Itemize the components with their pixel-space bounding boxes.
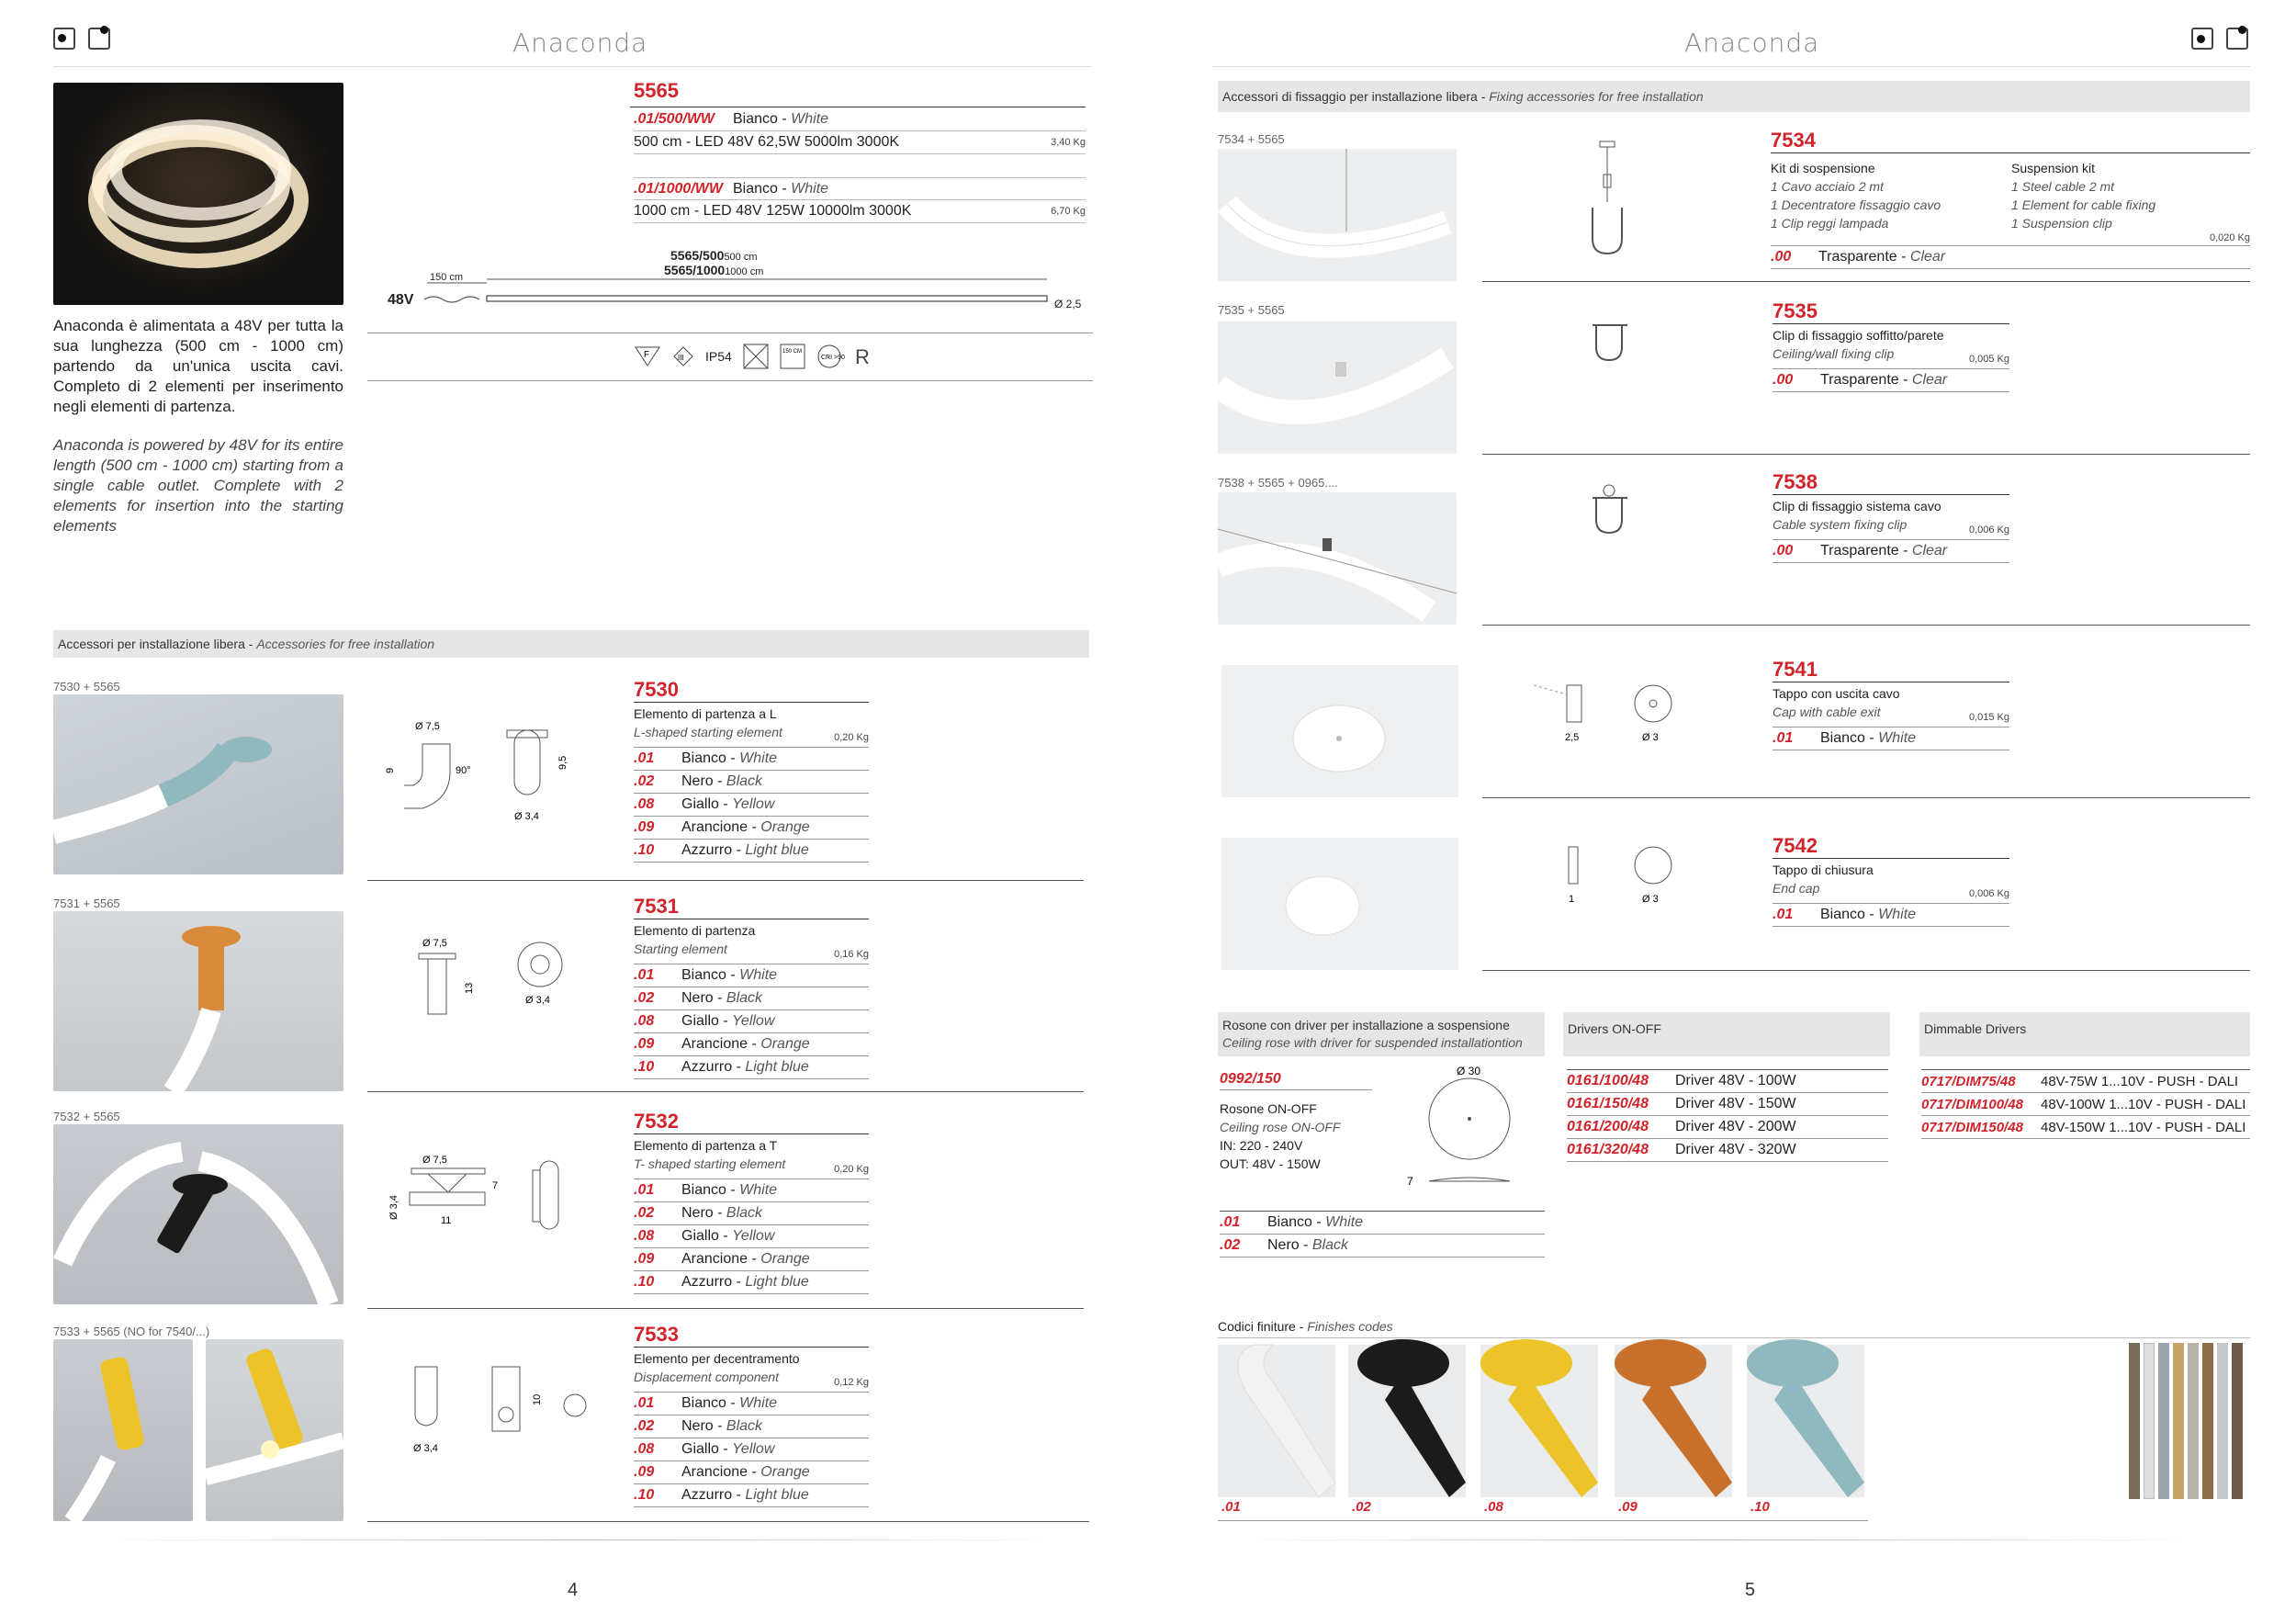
page-title: Anaconda: [512, 28, 648, 58]
rosone-name: Rosone ON-OFF: [1220, 1101, 1317, 1116]
item-code: 7538: [1773, 470, 1818, 493]
drawing-voltage: 48V: [388, 292, 414, 308]
svg-text:Ø 7,5: Ø 7,5: [415, 721, 440, 732]
item-7535: 7535 Clip di fissaggio soffitto/parete Ceiling/wall fixing clip 0,005 Kg .00 Trasparente - Clear: [1773, 299, 2009, 392]
finish-swatch-08: [1480, 1345, 1598, 1497]
swatch-code: .02: [1352, 1499, 1371, 1515]
strip-drawing: [367, 246, 1093, 320]
svg-text:Ø 3,4: Ø 3,4: [388, 1195, 400, 1220]
finish-it: Nero: [681, 773, 714, 789]
item-name-en: End cap: [1773, 881, 1820, 896]
finish-en: Black: [1311, 1237, 1349, 1253]
row-separator: [1482, 625, 2250, 626]
finish-en: White: [739, 1182, 778, 1198]
drawing-rosone: [1396, 1062, 1552, 1200]
svg-text:10: 10: [532, 1393, 543, 1405]
finish-code: .08: [634, 796, 655, 812]
finish-it: Nero: [681, 1418, 714, 1434]
product-photo-coil: [53, 83, 343, 305]
finish-it: Bianco: [681, 967, 726, 983]
driver-code: 0161/200/48: [1567, 1119, 1649, 1134]
drawing-len-1000: 1000 cm: [725, 266, 764, 277]
finish-code: .01: [1773, 730, 1794, 746]
row-separator: [367, 1308, 1084, 1309]
finish-en: White: [791, 111, 829, 127]
item-name-en: Cap with cable exit: [1773, 705, 1881, 719]
finish-it: Azzurro: [681, 1059, 733, 1075]
drawing-7530: [386, 716, 588, 827]
photo-caption: 7533 + 5565 (NO for 7540/...): [53, 1325, 210, 1338]
finish-code: .02: [1220, 1237, 1241, 1253]
svg-text:R: R: [854, 345, 870, 368]
drivers-dim-title: Dimmable Drivers: [1924, 1021, 2027, 1036]
finish-en: White: [1325, 1214, 1364, 1230]
photo-7535: [1218, 321, 1457, 454]
driver-desc: 48V-150W 1...10V - PUSH - DALI: [2041, 1119, 2246, 1135]
finish-it: Nero: [681, 990, 714, 1006]
accessory-7531: 7531 Elemento di partenza Starting element 0,16 Kg .01 Bianco - White .02 Nero - Black .08 Giallo - Yellow .09 Arancione - Orange .10 Azzurro - Light blue: [634, 895, 869, 1079]
drawing-7531: [404, 928, 588, 1029]
finish-code: .01: [634, 967, 655, 983]
item-line-en: 1 Steel cable 2 mt: [2011, 179, 2115, 194]
rosone-header-en: Ceiling rose with driver for suspended installationtion: [1222, 1035, 1523, 1050]
item-weight: 0,020 Kg: [1771, 232, 2250, 246]
finish-swatch-01: [1218, 1345, 1335, 1497]
accessory-name-en: Starting element: [634, 942, 727, 956]
finish-en: Yellow: [732, 1228, 775, 1244]
finish-code: .08: [634, 1228, 655, 1244]
accessory-weight: 0,20 Kg: [834, 732, 869, 743]
footer-rule: [92, 1539, 1065, 1540]
drawing-code-1000: 5565/1000: [664, 263, 726, 277]
finish-code: .09: [634, 1036, 655, 1052]
svg-text:90°: 90°: [456, 765, 471, 776]
row-separator: [1482, 454, 2250, 455]
rosone-code: 0992/150: [1220, 1071, 1372, 1090]
finish-it: Bianco: [1267, 1214, 1312, 1230]
item-line-en: 1 Element for cable fixing: [2011, 197, 2156, 212]
drawing-7534: [1580, 138, 1635, 266]
svg-text:Ø 3: Ø 3: [1642, 732, 1659, 743]
item-name-en: Cable system fixing clip: [1773, 517, 1908, 532]
finish-code: .10: [634, 842, 655, 858]
finish-it: Bianco: [733, 111, 778, 127]
photo-7530: [53, 694, 343, 874]
rosone-output: OUT: 48V - 150W: [1220, 1156, 1321, 1171]
finish-en: Clear: [1909, 249, 1946, 265]
finish-code: .09: [634, 819, 655, 835]
finish-code: .00: [1773, 543, 1794, 558]
finish-en: Orange: [760, 1036, 810, 1052]
finish-code: .02: [634, 1205, 655, 1221]
photo-7542: [1221, 838, 1458, 970]
driver-desc: Driver 48V - 200W: [1675, 1119, 1796, 1134]
drawing-cable-length: 150 cm: [430, 272, 464, 283]
item-line-en: 1 Suspension clip: [2011, 216, 2112, 231]
drivers-dim-header: [1919, 1012, 2250, 1056]
item-code: 7534: [1771, 129, 1816, 152]
svg-text:7: 7: [492, 1180, 499, 1191]
svg-text:9: 9: [385, 767, 396, 773]
accessory-name: Elemento per decentramento: [634, 1351, 800, 1366]
drawing-7533: [377, 1358, 597, 1459]
finish-it: Bianco: [1820, 730, 1865, 746]
finish-it: Bianco: [681, 1182, 726, 1198]
finish-it: Nero: [681, 1205, 714, 1221]
finish-it: Giallo: [681, 796, 719, 812]
rosone-info: [1220, 1071, 1372, 1173]
row-separator: [367, 880, 1084, 881]
finishes-title-en: Finishes codes: [1307, 1319, 1393, 1334]
row-separator: [367, 1521, 1089, 1522]
finish-en: Clear: [1911, 372, 1948, 388]
accessory-weight: 0,20 Kg: [834, 1164, 869, 1175]
svg-text:Ø 3,4: Ø 3,4: [514, 811, 539, 822]
finish-en: Yellow: [732, 1441, 775, 1457]
finish-it: Bianco: [681, 1395, 726, 1411]
finish-en: Light blue: [745, 1059, 809, 1075]
photo-caption: 7534 + 5565: [1218, 132, 1285, 146]
photo-7532: [53, 1124, 343, 1304]
rosone-header: [1218, 1012, 1545, 1056]
finish-it: Bianco: [1820, 907, 1865, 922]
finish-en: White: [1878, 730, 1917, 746]
finish-en: White: [791, 180, 829, 197]
accessory-name-en: T- shaped starting element: [634, 1156, 786, 1171]
finish-en: Orange: [760, 819, 810, 835]
finish-code: .00: [1773, 372, 1794, 388]
accessory-code: 7532: [634, 1110, 679, 1133]
item-code: 7542: [1773, 834, 1818, 857]
accessory-weight: 0,12 Kg: [834, 1377, 869, 1388]
swatch-code: .09: [1618, 1499, 1638, 1515]
svg-text:Ø 3: Ø 3: [1642, 894, 1659, 905]
finish-en: Light blue: [745, 1274, 809, 1290]
finish-code: .09: [634, 1464, 655, 1480]
drawing-7541: [1525, 671, 1708, 753]
page-number: 5: [1745, 1580, 1756, 1600]
item-name-en: Suspension kit: [2011, 161, 2096, 175]
rosone-name-en: Ceiling rose ON-OFF: [1220, 1120, 1341, 1134]
description-en: Anaconda is powered by 48V for its entire length (500 cm - 1000 cm) starting from a single cable outlet. Complete with 2 elements for insertion into the starting elements: [53, 436, 343, 535]
driver-code: 0161/320/48: [1567, 1142, 1649, 1157]
finish-it: Arancione: [681, 819, 748, 835]
section-title-en: Accessories for free installation: [256, 637, 435, 651]
finish-swatch-02: [1348, 1345, 1466, 1497]
finish-en: White: [739, 967, 778, 983]
class-iii-icon: [672, 345, 694, 367]
clip-icon: [1587, 320, 1633, 366]
page-title: Anaconda: [1684, 28, 1820, 58]
svg-text:Ø 7,5: Ø 7,5: [422, 1155, 447, 1166]
finish-en: Yellow: [732, 796, 775, 812]
finish-code: .10: [634, 1487, 655, 1503]
driver-code: 0717/DIM100/48: [1921, 1096, 2023, 1112]
drivers-onoff-title: Drivers ON-OFF: [1568, 1021, 1661, 1036]
finish-it: Trasparente: [1818, 249, 1897, 265]
accessory-name: Elemento di partenza a L: [634, 706, 777, 721]
finish-code: .02: [634, 990, 655, 1006]
finish-it: Arancione: [681, 1464, 748, 1480]
finishes-sample-photo: [2129, 1343, 2248, 1499]
finish-it: Giallo: [681, 1441, 719, 1457]
header-square-icon: [88, 28, 110, 50]
drawing-7532: [386, 1148, 588, 1258]
accessory-name-en: L-shaped starting element: [634, 725, 782, 739]
drivers-onoff-header: [1563, 1012, 1890, 1056]
variant-spec: 1000 cm - LED 48V 125W 10000lm 3000K: [634, 203, 912, 219]
section-title-it: Accessori per installazione libera: [58, 637, 245, 651]
driver-code: 0161/150/48: [1567, 1096, 1649, 1111]
finish-en: White: [1878, 907, 1917, 922]
photo-7533-b: [206, 1339, 343, 1521]
finish-code: .01: [1773, 907, 1794, 922]
photo-7533-a: [53, 1339, 193, 1521]
item-weight: 0,006 Kg: [1968, 888, 2009, 899]
accessory-code: 7530: [634, 678, 679, 701]
finish-code: .01: [634, 1395, 655, 1411]
item-name: Tappo di chiusura: [1773, 863, 1874, 877]
svg-text:F: F: [644, 350, 650, 360]
finish-en: White: [739, 1395, 778, 1411]
swatch-code: .08: [1484, 1499, 1503, 1515]
variant-weight: 3,40 Kg: [1051, 137, 1086, 148]
photo-caption: 7531 + 5565: [53, 897, 120, 910]
finish-it: Bianco: [733, 180, 778, 197]
finish-en: Black: [726, 1418, 763, 1434]
no-cover-icon: [743, 344, 769, 369]
svg-text:Ø 30: Ø 30: [1457, 1065, 1481, 1077]
finish-code: .00: [1771, 249, 1792, 265]
accessory-7532: 7532 Elemento di partenza a T T- shaped starting element 0,20 Kg .01 Bianco - White .02 Nero - Black .08 Giallo - Yellow .09 Arancione - Orange .10 Azzurro - Light blue: [634, 1110, 869, 1294]
finish-en: Black: [726, 990, 763, 1006]
photo-7534: [1218, 149, 1457, 281]
rosone-header-it: Rosone con driver per installazione a sospensione: [1222, 1018, 1510, 1032]
finish-code: .09: [634, 1251, 655, 1267]
svg-text:Ø 3,4: Ø 3,4: [413, 1443, 438, 1454]
finish-en: Orange: [760, 1464, 810, 1480]
drawing-code-500: 5565/500: [670, 248, 725, 263]
accessory-code: 7531: [634, 895, 679, 918]
item-7538: 7538 Clip di fissaggio sistema cavo Cable system fixing clip 0,006 Kg .00 Trasparente - Clear: [1773, 470, 2009, 563]
item-name: Tappo con uscita cavo: [1773, 686, 1900, 701]
cri-icon: [816, 344, 845, 369]
variant-weight: 6,70 Kg: [1051, 206, 1086, 217]
swatch-code: .10: [1750, 1499, 1770, 1515]
photo-caption: 7532 + 5565: [53, 1110, 120, 1123]
finish-en: Black: [726, 773, 763, 789]
row-separator: [1482, 281, 2250, 282]
item-line-it: 1 Decentratore fissaggio cavo: [1771, 197, 1941, 212]
finish-it: Trasparente: [1820, 543, 1899, 558]
rosone-finishes: .01 Bianco - White .02 Nero - Black: [1220, 1211, 1545, 1257]
accessory-weight: 0,16 Kg: [834, 949, 869, 960]
finish-it: Nero: [1267, 1237, 1300, 1253]
finish-en: Clear: [1911, 543, 1948, 558]
finish-en: Light blue: [745, 842, 809, 858]
finish-it: Azzurro: [681, 1487, 733, 1503]
finish-code: .02: [634, 773, 655, 789]
section-title-it: Accessori di fissaggio per installazione libera -: [1222, 89, 1486, 104]
finish-swatch-09: [1615, 1345, 1732, 1497]
item-weight: 0,005 Kg: [1968, 354, 2009, 365]
svg-text:150 CM: 150 CM: [782, 349, 802, 355]
item-code: 7541: [1773, 658, 1818, 681]
finish-code: .01: [634, 750, 655, 766]
footer-rule: [1231, 1539, 2204, 1540]
accessory-name: Elemento di partenza a T: [634, 1138, 778, 1153]
finish-code: .10: [634, 1059, 655, 1075]
header-rule: [1212, 66, 2250, 67]
item-name: Clip di fissaggio sistema cavo: [1773, 499, 1941, 513]
driver-desc: Driver 48V - 320W: [1675, 1142, 1796, 1157]
svg-text:Ø 7,5: Ø 7,5: [422, 938, 447, 949]
cert-icons: [634, 344, 870, 369]
photo-caption: 7535 + 5565: [1218, 303, 1285, 317]
drivers-onoff-table: [1567, 1069, 1888, 1162]
accessory-7533: 7533 Elemento per decentramento Displacement component 0,12 Kg .01 Bianco - White .02 Nero - Black .08 Giallo - Yellow .09 Arancione - Orange .10 Azzurro - Light blue: [634, 1323, 869, 1507]
finish-it: Azzurro: [681, 842, 733, 858]
svg-text:1: 1: [1569, 894, 1575, 905]
item-line-it: 1 Cavo acciaio 2 mt: [1771, 179, 1884, 194]
row-separator: [1482, 970, 2250, 971]
variant-1: .01/500/WW Bianco - White 500 cm - LED 48V 62,5W 5000lm 3000K 3,40 Kg: [634, 108, 1086, 154]
finish-en: Black: [726, 1205, 763, 1221]
finish-it: Arancione: [681, 1036, 748, 1052]
item-weight: 0,015 Kg: [1968, 712, 2009, 723]
finish-en: Light blue: [745, 1487, 809, 1503]
drawing-diameter: Ø 2,5: [1054, 298, 1082, 310]
accessory-7530: 7530 Elemento di partenza a L L-shaped starting element 0,20 Kg .01 Bianco - White .02 Nero - Black .08 Giallo - Yellow .09 Arancione - Orange .10 Azzurro - Light blue: [634, 678, 869, 863]
finishes-title-it: Codici finiture -: [1218, 1319, 1304, 1334]
description-it: Anaconda è alimentata a 48V per tutta la sua lunghezza (500 cm - 1000 cm) partendo da un'unica uscita cavi. Completo di 2 elementi per inserimento negli elementi di partenza.: [53, 317, 343, 415]
header-square-icon: [53, 28, 75, 50]
finish-it: Bianco: [681, 750, 726, 766]
r-mark-icon: [853, 344, 870, 369]
finish-it: Trasparente: [1820, 372, 1899, 388]
finish-it: Giallo: [681, 1228, 719, 1244]
page-number: 4: [568, 1580, 579, 1600]
svg-text:III: III: [678, 354, 684, 362]
finish-swatch-10: [1747, 1345, 1864, 1497]
driver-code: 0717/DIM75/48: [1921, 1073, 2016, 1089]
item-code: 7535: [1773, 299, 1818, 322]
svg-text:2,5: 2,5: [1565, 732, 1580, 743]
item-line-it: 1 Clip reggi lampada: [1771, 216, 1889, 231]
svg-text:9,5: 9,5: [557, 755, 568, 770]
finish-code: .08: [634, 1441, 655, 1457]
item-7534: 7534 Kit di sospensione 1 Cavo acciaio 2 mt 1 Decentratore fissaggio cavo 1 Clip reggi lampada Suspension kit 1 Steel cable 2 mt 1 Element for cable fixing 1 Suspension clip 0,020 Kg .00 Trasparente - Clear: [1771, 129, 2250, 269]
drivers-dim-table: [1921, 1069, 2250, 1139]
item-7542: 7542 Tappo di chiusura End cap 0,006 Kg .01 Bianco - White: [1773, 834, 2009, 927]
svg-text:7: 7: [1407, 1175, 1413, 1188]
cable-length-icon: [780, 344, 805, 369]
drawing-7542: [1525, 838, 1708, 920]
driver-code: 0161/100/48: [1567, 1073, 1649, 1088]
finish-code: .02: [634, 1418, 655, 1434]
product-code: 5565: [634, 79, 679, 102]
row-separator: [1482, 797, 2250, 798]
item-name-en: Ceiling/wall fixing clip: [1773, 346, 1895, 361]
finish-it: Arancione: [681, 1251, 748, 1267]
finish-en: White: [739, 750, 778, 766]
section-header-accessories: Accessori per installazione libera - Accessories for free installation: [53, 630, 1089, 658]
accessory-name-en: Displacement component: [634, 1370, 779, 1384]
swatch-code: .01: [1221, 1499, 1241, 1515]
header-square-icon: [2191, 28, 2213, 50]
variant-code: .01/1000/WW: [634, 180, 723, 197]
driver-desc: Driver 48V - 150W: [1675, 1096, 1796, 1111]
header-rule: [53, 66, 1091, 67]
item-7541: 7541 Tappo con uscita cavo Cap with cable exit 0,015 Kg .01 Bianco - White: [1773, 658, 2009, 750]
finish-code: .08: [634, 1013, 655, 1029]
header-square-icon: [2226, 28, 2248, 50]
driver-desc: Driver 48V - 100W: [1675, 1073, 1796, 1088]
photo-caption: 7538 + 5565 + 0965....: [1218, 476, 1338, 490]
driver-code: 0717/DIM150/48: [1921, 1119, 2023, 1135]
item-name: Clip di fissaggio soffitto/parete: [1773, 328, 1944, 343]
finish-codes-row: [1218, 1499, 1868, 1521]
section-header-fixing: [1218, 81, 2250, 112]
finish-it: Azzurro: [681, 1274, 733, 1290]
svg-text:Ø 3,4: Ø 3,4: [525, 995, 550, 1006]
photo-7531: [53, 911, 343, 1091]
rosone-input: IN: 220 - 240V: [1220, 1138, 1303, 1153]
cert-bottom-rule: [367, 380, 1093, 381]
section-title-en: Fixing accessories for free installation: [1489, 89, 1704, 104]
finish-code: .10: [634, 1274, 655, 1290]
svg-text:13: 13: [464, 982, 475, 994]
ip54-label: IP54: [705, 349, 732, 364]
photo-7538: [1218, 492, 1457, 625]
finishes-rule: [1218, 1337, 2250, 1338]
finish-code: .01: [634, 1182, 655, 1198]
photo-caption: 7530 + 5565: [53, 680, 120, 694]
variant-spec: 500 cm - LED 48V 62,5W 5000lm 3000K: [634, 134, 900, 150]
photo-7541: [1221, 665, 1458, 797]
clip-cable-icon: [1587, 483, 1633, 538]
svg-text:11: 11: [441, 1215, 452, 1226]
item-name: Kit di sospensione: [1771, 161, 1875, 175]
item-weight: 0,006 Kg: [1968, 524, 2009, 536]
driver-desc: 48V-75W 1...10V - PUSH - DALI: [2041, 1073, 2239, 1089]
svg-text:CRI >90: CRI >90: [820, 355, 845, 361]
row-separator: [367, 1091, 1084, 1092]
finishes-title: [1218, 1319, 1393, 1334]
drawing-len-500: 500 cm: [724, 252, 758, 263]
finish-en: Orange: [760, 1251, 810, 1267]
accessory-code: 7533: [634, 1323, 679, 1346]
accessory-name: Elemento di partenza: [634, 923, 756, 938]
variant-2: .01/1000/WW Bianco - White 1000 cm - LED 48V 125W 10000lm 3000K 6,70 Kg: [634, 177, 1086, 223]
f-mark-icon: [634, 345, 661, 367]
driver-desc: 48V-100W 1...10V - PUSH - DALI: [2041, 1096, 2246, 1112]
finish-en: Yellow: [732, 1013, 775, 1029]
finish-it: Giallo: [681, 1013, 719, 1029]
finish-code: .01: [1220, 1214, 1241, 1230]
variant-code: .01/500/WW: [634, 111, 715, 127]
